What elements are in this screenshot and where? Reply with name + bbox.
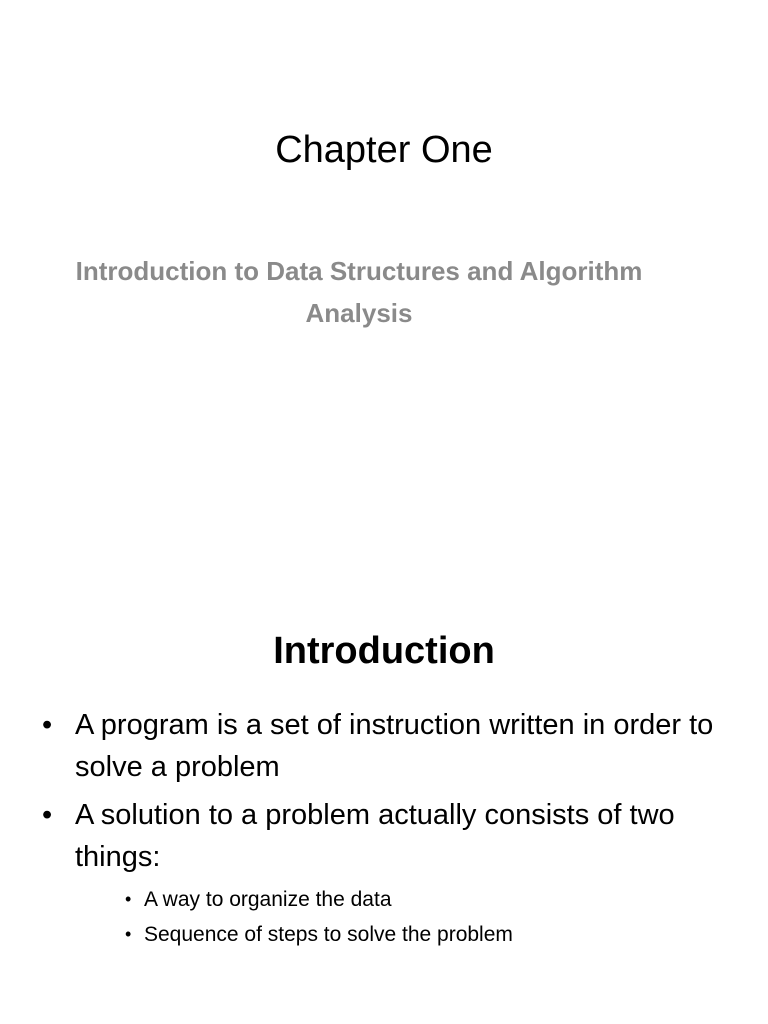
chapter-title: Chapter One: [275, 129, 493, 171]
sub-bullet-text: Sequence of steps to solve the problem: [144, 923, 513, 946]
bullet-dot-icon: •: [42, 709, 53, 741]
bullet-dot-icon: •: [42, 799, 53, 831]
bullet-item: [40, 704, 740, 788]
sub-bullet-item: [125, 917, 740, 952]
section-title: Introduction: [273, 630, 495, 672]
bullet-list: [40, 704, 740, 958]
sub-bullet-text: A way to organize the data: [144, 888, 392, 911]
bullet-text: A program is a set of instruction written in order to solve a problem: [75, 709, 714, 783]
bullet-text: A solution to a problem actually consists of two things:: [75, 799, 675, 873]
slide-introduction: [0, 576, 768, 1024]
chapter-subtitle: Introduction to Data Structures and Algorithm Analysis: [75, 256, 643, 328]
bullet-dot-icon: •: [125, 889, 132, 909]
bullet-dot-icon: •: [125, 924, 132, 944]
sub-bullet-item: [125, 882, 740, 917]
bullet-item: [40, 794, 740, 952]
sub-bullet-list: [75, 882, 740, 952]
